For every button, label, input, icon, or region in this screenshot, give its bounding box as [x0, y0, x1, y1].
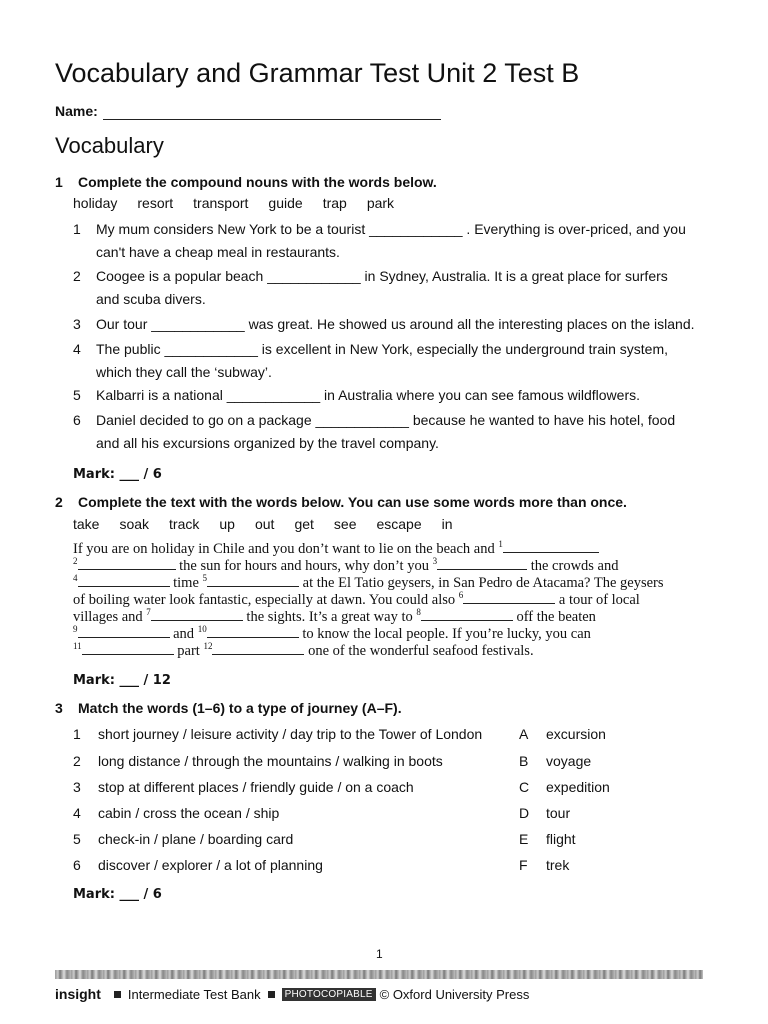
- section-heading: Vocabulary: [55, 133, 164, 158]
- q2-text-segment: off the beaten: [512, 609, 596, 625]
- q2-text-segment: part: [173, 643, 204, 659]
- q2-text-line: [73, 575, 664, 592]
- q1-item-text: The public ____________ is excellent in New York, especially the underground train system,: [96, 341, 669, 357]
- q3-right-text: trek: [546, 857, 570, 873]
- square-bullet-icon: [268, 991, 275, 998]
- q2-instruction: Complete the text with the words below. You can use some words more than once.: [78, 494, 627, 510]
- q2-text-segment: the sun for hours and hours, why don’t you: [175, 558, 433, 574]
- q2-text-segment: villages and: [73, 609, 147, 625]
- q2-text-segment: time: [169, 575, 203, 591]
- gap-number: 10: [197, 624, 207, 635]
- q3-left-number: 5: [73, 831, 81, 847]
- q2-word: track: [169, 516, 200, 532]
- q2-word: soak: [119, 516, 150, 532]
- q3-right-text: voyage: [546, 753, 592, 769]
- q3-right-letter: F: [519, 857, 528, 873]
- q1-item-text: Daniel decided to go on a package ____________ because he wanted to have his hotel, food: [96, 412, 676, 428]
- q2-text-segment: the sights. It’s a great way to: [242, 609, 417, 625]
- q2-word: see: [333, 516, 357, 532]
- q3-left-text: discover / explorer / a lot of planning: [98, 857, 323, 873]
- q3-left-number: 4: [73, 805, 81, 821]
- q3-right-text: flight: [546, 831, 576, 847]
- q2-text-line: [73, 609, 596, 626]
- q3-right-letter: A: [519, 726, 529, 742]
- footer-publisher: © Oxford University Press: [379, 986, 530, 1002]
- q2-word: take: [73, 516, 100, 532]
- q3-left-text: check-in / plane / boarding card: [98, 831, 294, 847]
- gap-blank[interactable]: [207, 626, 299, 638]
- q1-item-text: which they call the ‘subway’.: [96, 364, 272, 380]
- q1-item-text: Our tour ____________ was great. He showed us around all the interesting places on the island.: [96, 316, 695, 332]
- q2-text-line: [73, 541, 599, 558]
- q1-word: trap: [322, 195, 347, 211]
- gap-blank[interactable]: [463, 592, 555, 604]
- q1-word: resort: [137, 195, 174, 211]
- page-number: 1: [376, 947, 383, 961]
- q1-instruction: Complete the compound nouns with the words below.: [78, 174, 437, 190]
- gap-blank[interactable]: [207, 575, 299, 587]
- gap-blank[interactable]: [503, 541, 599, 553]
- q1-word: holiday: [73, 195, 118, 211]
- q2-word: in: [441, 516, 453, 532]
- gap-number: 9: [73, 624, 78, 635]
- q3-left-text: short journey / leisure activity / day trip to the Tower of London: [98, 726, 483, 742]
- gap-blank[interactable]: [78, 626, 170, 638]
- gap-number: 6: [458, 590, 464, 601]
- gap-blank[interactable]: [212, 643, 304, 655]
- q3-right-letter: D: [519, 805, 530, 821]
- gap-blank[interactable]: [82, 643, 174, 655]
- gap-blank[interactable]: [437, 558, 527, 570]
- q3-right-letter: E: [519, 831, 529, 847]
- gap-blank[interactable]: [78, 558, 176, 570]
- q1-mark: Mark: ___ / 6: [73, 467, 162, 482]
- q1-item-text: and all his excursions organized by the travel company.: [96, 435, 439, 451]
- q1-item-number: 6: [73, 412, 81, 428]
- q3-right-letter: C: [519, 779, 530, 795]
- q3-left-number: 3: [73, 779, 81, 795]
- q1-word: park: [366, 195, 395, 211]
- q3-left-text: cabin / cross the ocean / ship: [98, 805, 280, 821]
- q3-right-text: excursion: [546, 726, 606, 742]
- q1-item-number: 3: [73, 316, 81, 332]
- q1-word: guide: [268, 195, 303, 211]
- q2-word: get: [294, 516, 314, 532]
- q2-text-segment: and: [169, 626, 198, 642]
- footer-decorative-band: [55, 970, 703, 979]
- q3-left-text: stop at different places / friendly guide / on a coach: [98, 779, 414, 795]
- q1-word: transport: [193, 195, 249, 211]
- q1-item-text: Kalbarri is a national ____________ in Australia where you can see famous wildflowers.: [96, 387, 640, 403]
- q1-item-number: 1: [73, 221, 81, 237]
- page-title: Vocabulary and Grammar Test Unit 2 Test B: [55, 58, 580, 88]
- q3-mark: Mark: ___ / 6: [73, 887, 162, 902]
- gap-number: 12: [203, 641, 213, 652]
- gap-number: 2: [73, 556, 78, 567]
- q1-word-box: [73, 195, 414, 213]
- gap-number: 1: [498, 539, 503, 550]
- photocopiable-badge: PHOTOCOPIABLE: [282, 988, 376, 1001]
- q3-left-text: long distance / through the mountains / walking in boots: [98, 753, 443, 769]
- name-label: Name:: [55, 103, 98, 119]
- q3-left-number: 1: [73, 726, 81, 742]
- q3-left-number: 2: [73, 753, 81, 769]
- gap-blank[interactable]: [78, 575, 170, 587]
- q3-left-number: 6: [73, 857, 81, 873]
- q2-text-line: [73, 592, 640, 609]
- gap-number: 3: [432, 556, 438, 567]
- square-bullet-icon: [114, 991, 121, 998]
- name-line[interactable]: [103, 119, 441, 120]
- gap-number: 5: [202, 573, 208, 584]
- q1-item-text: and scuba divers.: [96, 291, 206, 307]
- q2-number: 2: [55, 494, 63, 510]
- q2-text-line: [73, 626, 591, 643]
- q2-word: up: [219, 516, 235, 532]
- q2-word: escape: [376, 516, 422, 532]
- gap-number: 11: [73, 641, 82, 652]
- q2-text-segment: a tour of local: [555, 592, 640, 608]
- q1-item-number: 5: [73, 387, 81, 403]
- q2-text-segment: at the El Tatio geysers, in San Pedro de Atacama? The geysers: [299, 575, 664, 591]
- brand-logo: insight: [55, 986, 101, 1002]
- q1-item-number: 2: [73, 268, 81, 284]
- q2-text-segment: to know the local people. If you’re lucky, you can: [298, 626, 591, 642]
- q3-right-text: tour: [546, 805, 571, 821]
- gap-number: 7: [146, 607, 151, 618]
- q2-text-segment: of boiling water look fantastic, especially at dawn. You could also: [73, 592, 459, 608]
- q3-instruction: Match the words (1–6) to a type of journey (A–F).: [78, 700, 402, 716]
- gap-blank[interactable]: [151, 609, 243, 621]
- q2-word-box: [73, 516, 473, 534]
- footer: [55, 986, 529, 1002]
- q1-number: 1: [55, 174, 63, 190]
- gap-blank[interactable]: [421, 609, 513, 621]
- q1-item-text: My mum considers New York to be a tourist ____________ . Everything is over-priced, and you: [96, 221, 686, 237]
- q2-text-segment: one of the wonderful seafood festivals.: [304, 643, 534, 659]
- q1-item-text: can't have a cheap meal in restaurants.: [96, 244, 340, 260]
- q2-word: out: [254, 516, 275, 532]
- gap-number: 8: [416, 607, 421, 618]
- gap-number: 4: [73, 573, 78, 584]
- q2-text-segment: If you are on holiday in Chile and you don’t want to lie on the beach and: [73, 541, 499, 557]
- footer-bank: Intermediate Test Bank: [127, 986, 261, 1002]
- q1-item-number: 4: [73, 341, 81, 357]
- q2-text-segment: the crowds and: [527, 558, 619, 574]
- q2-text-line: [73, 558, 619, 575]
- q3-right-letter: B: [519, 753, 529, 769]
- q3-right-text: expedition: [546, 779, 610, 795]
- q3-number: 3: [55, 700, 63, 716]
- q2-mark: Mark: ___ / 12: [73, 673, 171, 688]
- q2-text-line: [73, 643, 534, 660]
- q1-item-text: Coogee is a popular beach ____________ in Sydney, Australia. It is a great place for surfers: [96, 268, 668, 284]
